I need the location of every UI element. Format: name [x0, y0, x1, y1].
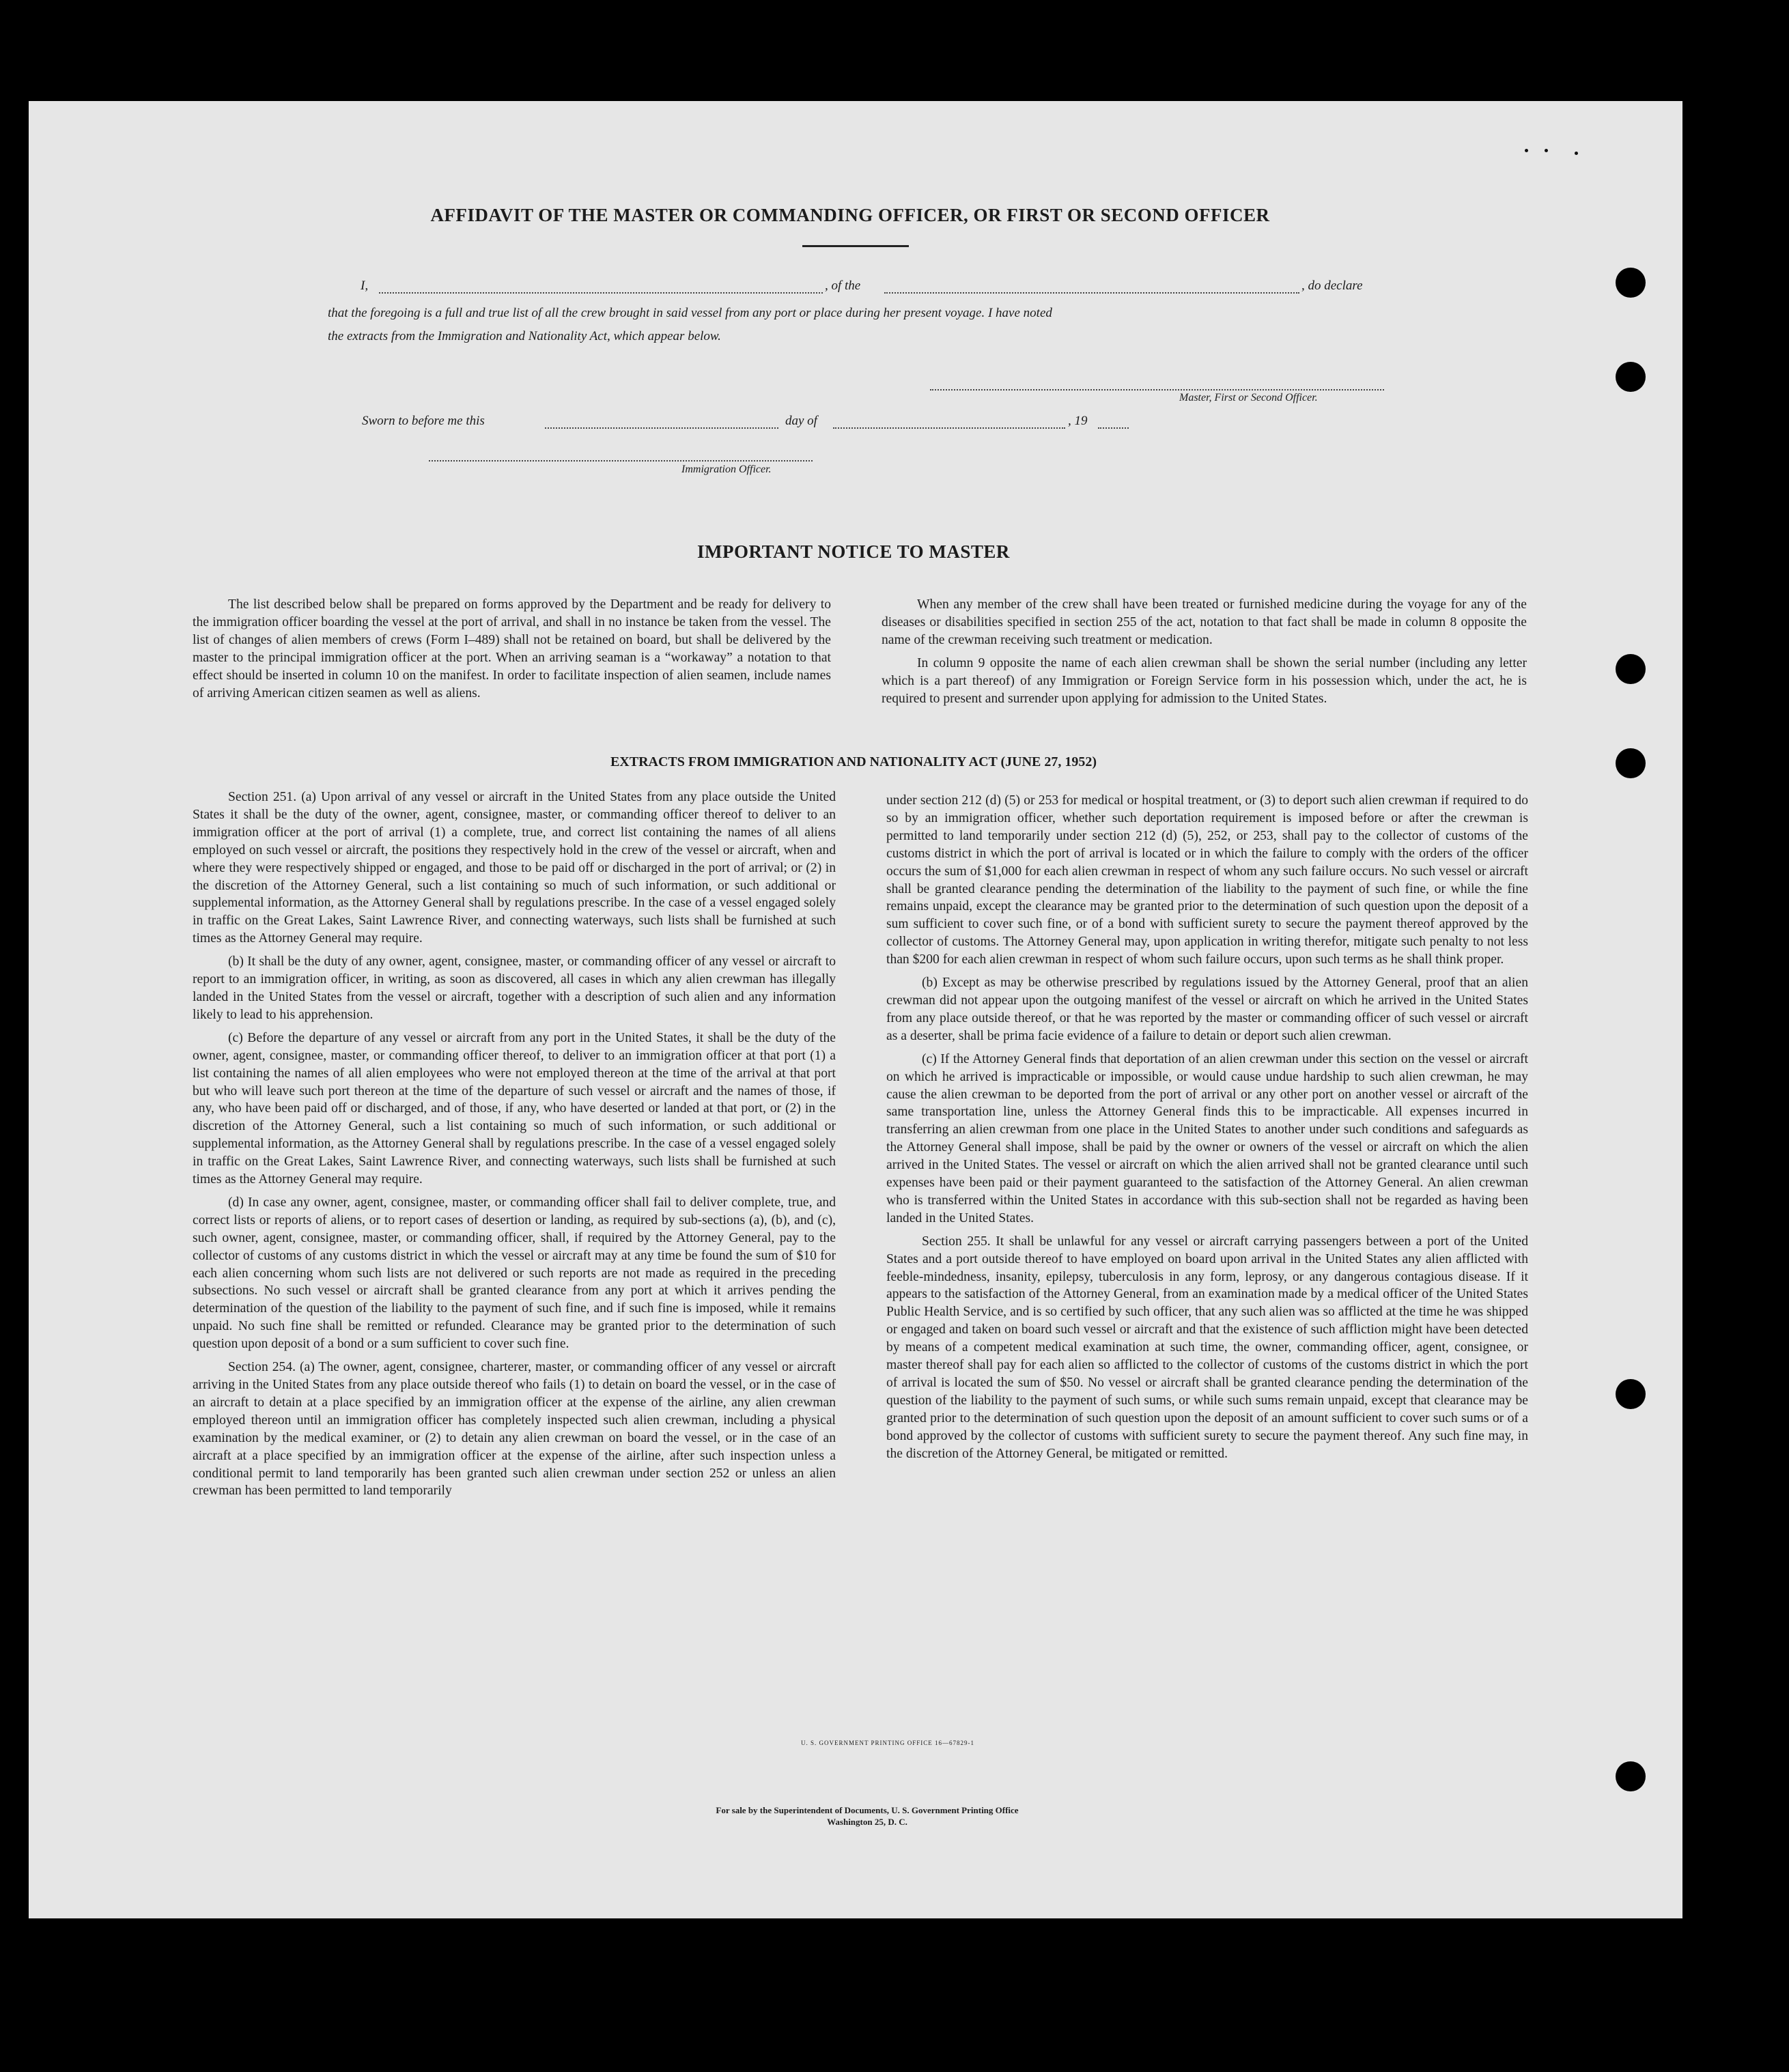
speck — [1575, 152, 1578, 155]
extracts-right-column — [886, 792, 1528, 1468]
punch-hole — [1616, 1379, 1646, 1409]
speck — [1545, 149, 1548, 152]
section-255: Section 255. It shall be unlawful for any vessel or aircraft carrying passengers between a port of the United States and a port outside thereof to have employed on board upon arrival in the United States any alien afflicted with feeble-mindedness, insanity, epilepsy, tuberculosis in any form, leprosy, or any dangerous contagious disease. If it appears to the satisfaction of the Attorney General, from an examination made by a medical officer of the United States Public Health Service, and is so certified by such officer, that any such alien was so afflicted at the time he was shipped or engaged and taken on board such vessel or aircraft and that the existence of such affliction might have been detected by means of a competent medical examination at such time, the owner, commanding officer, agent, consignee, or master thereof shall pay for each alien so afflicted to the collector of customs of the customs district in which the port of arrival is located the sum of $50. No vessel or aircraft shall be granted clearance pending the determination of the question of the liability to the payment of such sums, or while such sums remain unpaid, except that clearance may be granted prior to the determination of such question upon the deposit of an amount sufficient to cover such sums or of a bond approved by the collector of customs with sufficient surety to secure the payment thereof. Any such fine may, in the discretion of the Attorney General, be mitigated or remitted. — [886, 1234, 1528, 1461]
sale-notice — [478, 1804, 1256, 1828]
affidavit-i-label: I, — [361, 279, 369, 293]
notice-title: IMPORTANT NOTICE TO MASTER — [697, 541, 1010, 562]
title-underline — [802, 245, 909, 247]
punch-hole — [1616, 1761, 1646, 1791]
affidavit-statement-line2: the extracts from the Immigration and Nationality Act, which appear below. — [328, 329, 721, 343]
extracts-title: EXTRACTS FROM IMMIGRATION AND NATIONALITY ACT (JUNE 27, 1952) — [610, 754, 1097, 769]
sworn-year-blank[interactable] — [1098, 427, 1129, 429]
section-251c: (c) Before the departure of any vessel or aircraft from any port in the United States, it shall be the duty of the owner, agent, consignee, master, or commanding officer thereof, to deliver to an immigration officer at that port (1) a list containing the names of all alien employees who were not employed thereon at the time of the arrival at that port but who will leave such port thereon at the time of the departure of such vessel or aircraft and the names of those, if any, who have been paid off or discharged, and of those, if any, who have deserted or landed at that port, or (2) in the discretion of the Attorney General, such a list containing so much of such information, or such additional or supplemental information, as the Attorney General shall by regulations prescribe. In the case of a vessel engaged solely in traffic on the Great Lakes, Saint Lawrence River, and connecting waterways, such lists shall be furnished at such times as the Attorney General may require. — [193, 1030, 836, 1187]
notice-right-column — [882, 596, 1527, 713]
section-251d: (d) In case any owner, agent, consignee, master, or commanding officer shall fail to deliver complete, true, and correct lists or reports of aliens, or to report cases of desertion or landing, as required by sub-sections (a), (b), and (c), such owner, agent, consignee, master, or commanding officer, shall, if required by the Attorney General, pay to the collector of customs of any customs district in which the vessel or aircraft may at any time be found the sum of $10 for each alien concerning whom such lists are not delivered or such reports are not made as required in the preceding subsections. No such vessel or aircraft shall be granted clearance from any port at which it arrives pending the determination of the question of the liability to the payment of such fine, and if such fine is imposed, while it remains unpaid. No such fine shall be remitted or refunded. Clearance may be granted prior to the determination of such question upon deposit of a bond or a sum sufficient to cover such fine. — [193, 1195, 836, 1352]
name-blank[interactable] — [379, 292, 823, 294]
affidavit-statement-line1: that the foregoing is a full and true list of all the crew brought in said vessel from any port or place during her present voyage. I have noted — [328, 306, 1052, 320]
notice-right-paragraph-2: In column 9 opposite the name of each alien crewman shall be shown the serial number (including any letter which is a part thereof) of any Immigration or Foreign Service form in his possession which, under the act, he is required to present and surrender upon applying for admission to the United States. — [882, 655, 1527, 706]
year-label: , 19 — [1068, 414, 1088, 428]
affidavit-title: AFFIDAVIT OF THE MASTER OR COMMANDING OFFICER, OR FIRST OR SECOND OFFICER — [430, 205, 1270, 225]
printer-line: U. S. GOVERNMENT PRINTING OFFICE 16—67829-1 — [800, 1740, 975, 1746]
day-of-label: day of — [785, 414, 817, 428]
section-254b: (b) Except as may be otherwise prescribed by regulations issued by the Attorney General, proof that an alien crewman did not appear upon the outgoing manifest of the vessel or aircraft on which he arrived in the United States from any place outside thereof, or that he was reported by the master or commanding officer of such vessel or aircraft as a deserter, shall be prima facie evidence of a failure to detain or deport such alien crewman. — [886, 976, 1528, 1043]
punch-hole — [1616, 362, 1646, 392]
vessel-blank[interactable] — [884, 292, 1299, 294]
punch-hole — [1616, 748, 1646, 778]
section-251a: Section 251. (a) Upon arrival of any vessel or aircraft in the United States from any place outside the United States it shall be the duty of the owner, agent, consignee, master, or commanding officer thereof to deliver to an immigration officer at the port of arrival (1) a complete, true, and correct list containing the names of all aliens employed on such vessel or aircraft, the positions they respectively hold in the crew of the vessel or aircraft, when and where they were respectively shipped or engaged, and those to be paid off or discharged in the port of arrival; or (2) in the discretion of the Attorney General, such a list containing so much of such information, or such additional or supplemental information, as the Attorney General shall by regulations prescribe. In the case of a vessel engaged solely in traffic on the Great Lakes, Saint Lawrence River, and connecting waterways, such lists shall be furnished at such times as the Attorney General may require. — [193, 790, 836, 946]
immigration-officer-label: Immigration Officer. — [681, 464, 772, 475]
section-251b: (b) It shall be the duty of any owner, agent, consignee, master, or commanding officer of any vessel or aircraft to report to an immigration officer, in writing, as soon as discovered, all cases in which any alien crewman has illegally landed in the United States from the vessel or aircraft, together with a description of such alien and any information likely to lead to his apprehension. — [193, 954, 836, 1022]
sale-notice-line1: For sale by the Superintendent of Documents, U. S. Government Printing Office — [716, 1805, 1019, 1815]
notice-left-column — [193, 596, 831, 707]
punch-hole — [1616, 268, 1646, 298]
section-254a: Section 254. (a) The owner, agent, consignee, charterer, master, or commanding officer of any vessel or aircraft arriving in the United States from any place outside thereof who fails (1) to detain on board the vessel, or in the case of an aircraft to detain at a place specified by an immigration officer at the expense of the airline, any alien crewman employed thereon until an immigration officer has completely inspected such alien crewman, including a physical examination by the medical examiner, or (2) to detain any alien crewman on board the vessel, or in the case of an aircraft at a place specified by an immigration officer at the expense of the airline, after such inspection unless a conditional permit to land temporarily has been granted such alien crewman under section 252 or unless an alien crewman has been permitted to land temporarily — [193, 1360, 836, 1499]
extracts-left-column — [193, 789, 836, 1505]
immigration-officer-signature-blank[interactable] — [429, 460, 813, 462]
declare-label: , do declare — [1301, 279, 1363, 293]
punch-hole — [1616, 654, 1646, 684]
sale-notice-line2: Washington 25, D. C. — [827, 1817, 907, 1827]
sworn-month-blank[interactable] — [833, 427, 1065, 429]
notice-right-paragraph-1: When any member of the crew shall have been treated or furnished medicine during the voyage for any of the diseases or disabilities specified in section 255 of the act, notation to that fact shall be made in column 8 opposite the name of the crewman receiving such treatment or medication. — [882, 597, 1527, 647]
section-254c: (c) If the Attorney General finds that deportation of an alien crewman under this section on the vessel or aircraft on which he arrived is impracticable or impossible, or would cause undue hardship to such alien crewman, he may cause the alien crewman to be deported from the port of arrival or any other port on another vessel or aircraft of the same transportation line, unless the Attorney General finds this to be impracticable. All expenses incurred in transferring an alien crewman from one place in the United States to another under such conditions and safeguards as the Attorney General shall impose, shall be paid by the owner or owners of the vessel or aircraft on which the alien arrived in the United States. The vessel or aircraft on which the alien arrived shall not be granted clearance until such expenses have been paid or their payment guaranteed to the satisfaction of the Attorney General. An alien crewman who is transferred within the United States in accordance with this sub-section shall not be regarded as having been landed in the United States. — [886, 1051, 1528, 1225]
master-label: Master, First or Second Officer. — [1179, 392, 1318, 403]
of-the-label: , of the — [825, 279, 861, 293]
sworn-day-blank[interactable] — [545, 427, 778, 429]
speck — [1525, 149, 1528, 152]
notice-left-paragraph: The list described below shall be prepared on forms approved by the Department and be ready for delivery to the immigration officer boarding the vessel at the port of arrival, and shall in no instance be taken from the vessel. The list of changes of alien members of crews (Form I–489) shall not be retained on board, but shall be delivered by the master to the principal immigration officer at the port. When an arriving seaman is a “workaway” a notation to that effect should be inserted in column 10 on the manifest. In order to facilitate inspection of alien seamen, include names of arriving American citizen seamen as well as aliens. — [193, 597, 831, 700]
sworn-label: Sworn to before me this — [362, 414, 485, 428]
section-254a-continued: under section 212 (d) (5) or 253 for medical or hospital treatment, or (3) to deport such alien crewman if required to do so by an immigration officer, whether such deportation requirement is imposed before or after the crewman is permitted to land temporarily under section 212 (d) (5), 252, or 253, shall pay to the collector of customs of the customs district in which the port of arrival is located or in which the failure to comply with the orders of the officer occurs the sum of $1,000 for each alien crewman in respect of whom any such failure occurs. No such vessel or aircraft shall be granted clearance pending the determination of the liability to the payment of such fine, or while the fine remains unpaid, except the clearance may be granted prior to the determination of such question upon the deposit of a sum sufficient to cover such fine, or of a bond with sufficient surety to secure the payment thereof approved by the collector of customs. The Attorney General may, upon application in writing therefor, mitigate such penalty to not less than $200 for each alien crewman in respect of whom such failure occurs, upon such terms as he shall think proper. — [886, 793, 1528, 967]
master-signature-blank[interactable] — [930, 389, 1384, 391]
